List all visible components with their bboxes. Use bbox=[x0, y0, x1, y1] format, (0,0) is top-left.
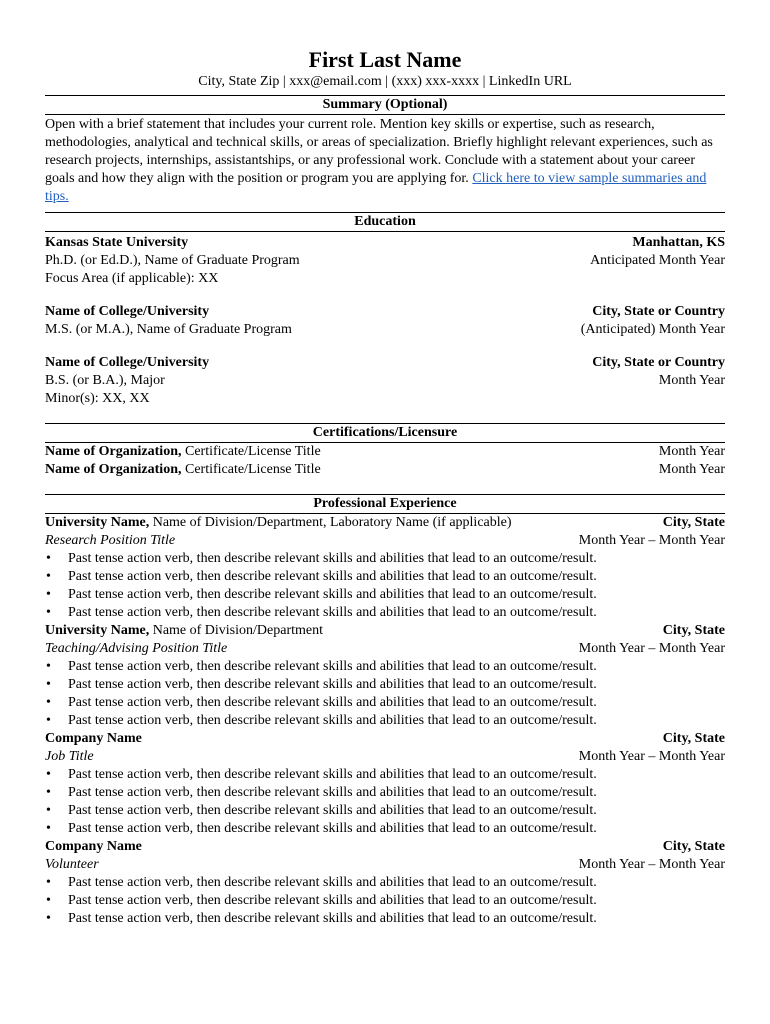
exp-location: City, State bbox=[662, 515, 725, 530]
exp-dates: Month Year – Month Year bbox=[578, 641, 725, 656]
exp-title: Volunteer bbox=[45, 857, 99, 872]
exp-bullet-list bbox=[45, 550, 725, 622]
exp-bullet: • Past tense action verb, then describe relevant skills and abilities that lead to an outcome/result. bbox=[45, 784, 725, 802]
exp-org: Company Name bbox=[45, 731, 142, 746]
cert-title: Certificate/License Title bbox=[184, 444, 321, 459]
edu-date: Month Year bbox=[658, 373, 725, 388]
exp-bullet-list bbox=[45, 766, 725, 838]
education-entry bbox=[45, 354, 725, 408]
exp-bullet: • Past tense action verb, then describe relevant skills and abilities that lead to an outcome/result. bbox=[45, 910, 725, 928]
edu-location: City, State or Country bbox=[592, 304, 725, 319]
experience-entry bbox=[45, 730, 725, 838]
exp-dates: Month Year – Month Year bbox=[578, 749, 725, 764]
cert-org: Name of Organization, bbox=[45, 462, 182, 477]
exp-location: City, State bbox=[662, 623, 725, 638]
certification-item bbox=[45, 443, 725, 461]
edu-school: Name of College/University bbox=[45, 304, 210, 319]
edu-extra: Minor(s): XX, XX bbox=[45, 391, 150, 406]
cert-date: Month Year bbox=[658, 462, 725, 477]
exp-title: Teaching/Advising Position Title bbox=[45, 641, 228, 656]
certifications-heading: Certifications/Licensure bbox=[45, 423, 725, 443]
resume-name: First Last Name bbox=[308, 47, 462, 72]
exp-title: Research Position Title bbox=[45, 533, 176, 548]
exp-bullet: • Past tense action verb, then describe relevant skills and abilities that lead to an outcome/result. bbox=[45, 694, 725, 712]
education-entry bbox=[45, 303, 725, 339]
exp-bullet: • Past tense action verb, then describe relevant skills and abilities that lead to an outcome/result. bbox=[45, 874, 725, 892]
exp-title: Job Title bbox=[45, 749, 94, 764]
exp-location: City, State bbox=[662, 731, 725, 746]
exp-bullet: • Past tense action verb, then describe relevant skills and abilities that lead to an outcome/result. bbox=[45, 604, 725, 622]
summary-tips-link[interactable]: Click here to view sample summaries and tips. bbox=[45, 171, 707, 204]
edu-location: City, State or Country bbox=[592, 355, 725, 370]
exp-location: City, State bbox=[662, 839, 725, 854]
education-entry bbox=[45, 234, 725, 288]
edu-degree: M.S. (or M.A.), Name of Graduate Program bbox=[45, 322, 292, 337]
exp-bullet: • Past tense action verb, then describe relevant skills and abilities that lead to an outcome/result. bbox=[45, 766, 725, 784]
exp-org: Company Name bbox=[45, 839, 142, 854]
experience-entry bbox=[45, 622, 725, 730]
edu-school: Name of College/University bbox=[45, 355, 210, 370]
cert-date: Month Year bbox=[658, 444, 725, 459]
exp-bullet: • Past tense action verb, then describe relevant skills and abilities that lead to an outcome/result. bbox=[45, 568, 725, 586]
summary-heading: Summary (Optional) bbox=[45, 95, 725, 115]
exp-dates: Month Year – Month Year bbox=[578, 857, 725, 872]
edu-date: Anticipated Month Year bbox=[590, 253, 725, 268]
edu-date: (Anticipated) Month Year bbox=[580, 322, 725, 337]
exp-detail: Name of Division/Department bbox=[152, 623, 323, 638]
exp-bullet-list bbox=[45, 658, 725, 730]
cert-title: Certificate/License Title bbox=[184, 462, 321, 477]
summary-text: Open with a brief statement that includes your current role. Mention key skills or expertise, such as research, methodologies, analytical and technical skills, or areas of specialization. Briefly highlight relevant experiences, such as research projects, internships, assistantships, or any professional work. Conclude with a statement about your career goals and how they align with the position or program you are applying for. bbox=[45, 117, 713, 186]
edu-school: Kansas State University bbox=[45, 235, 189, 250]
exp-bullet: • Past tense action verb, then describe relevant skills and abilities that lead to an outcome/result. bbox=[45, 712, 725, 730]
exp-org: University Name, bbox=[45, 623, 150, 638]
exp-detail: Name of Division/Department, Laboratory Name (if applicable) bbox=[152, 515, 512, 530]
experience-entry bbox=[45, 838, 725, 928]
exp-bullet: • Past tense action verb, then describe relevant skills and abilities that lead to an outcome/result. bbox=[45, 676, 725, 694]
edu-degree: Ph.D. (or Ed.D.), Name of Graduate Program bbox=[45, 253, 300, 268]
certification-item bbox=[45, 461, 725, 479]
exp-bullet: • Past tense action verb, then describe relevant skills and abilities that lead to an outcome/result. bbox=[45, 586, 725, 604]
exp-bullet: • Past tense action verb, then describe relevant skills and abilities that lead to an outcome/result. bbox=[45, 550, 725, 568]
exp-dates: Month Year – Month Year bbox=[578, 533, 725, 548]
edu-location: Manhattan, KS bbox=[632, 235, 725, 250]
cert-org: Name of Organization, bbox=[45, 444, 182, 459]
summary-body bbox=[45, 116, 725, 206]
exp-bullet: • Past tense action verb, then describe relevant skills and abilities that lead to an outcome/result. bbox=[45, 658, 725, 676]
exp-org: University Name, bbox=[45, 515, 150, 530]
contact-line: City, State Zip | xxx@email.com | (xxx) xxx-xxxx | LinkedIn URL bbox=[198, 74, 572, 89]
education-heading: Education bbox=[45, 212, 725, 232]
experience-entry bbox=[45, 514, 725, 622]
experience-heading: Professional Experience bbox=[45, 494, 725, 514]
exp-bullet: • Past tense action verb, then describe relevant skills and abilities that lead to an outcome/result. bbox=[45, 802, 725, 820]
resume-content bbox=[45, 48, 725, 928]
edu-degree: B.S. (or B.A.), Major bbox=[45, 373, 165, 388]
exp-bullet-list bbox=[45, 874, 725, 928]
edu-extra: Focus Area (if applicable): XX bbox=[45, 271, 219, 286]
exp-bullet: • Past tense action verb, then describe relevant skills and abilities that lead to an outcome/result. bbox=[45, 892, 725, 910]
exp-bullet: • Past tense action verb, then describe relevant skills and abilities that lead to an outcome/result. bbox=[45, 820, 725, 838]
